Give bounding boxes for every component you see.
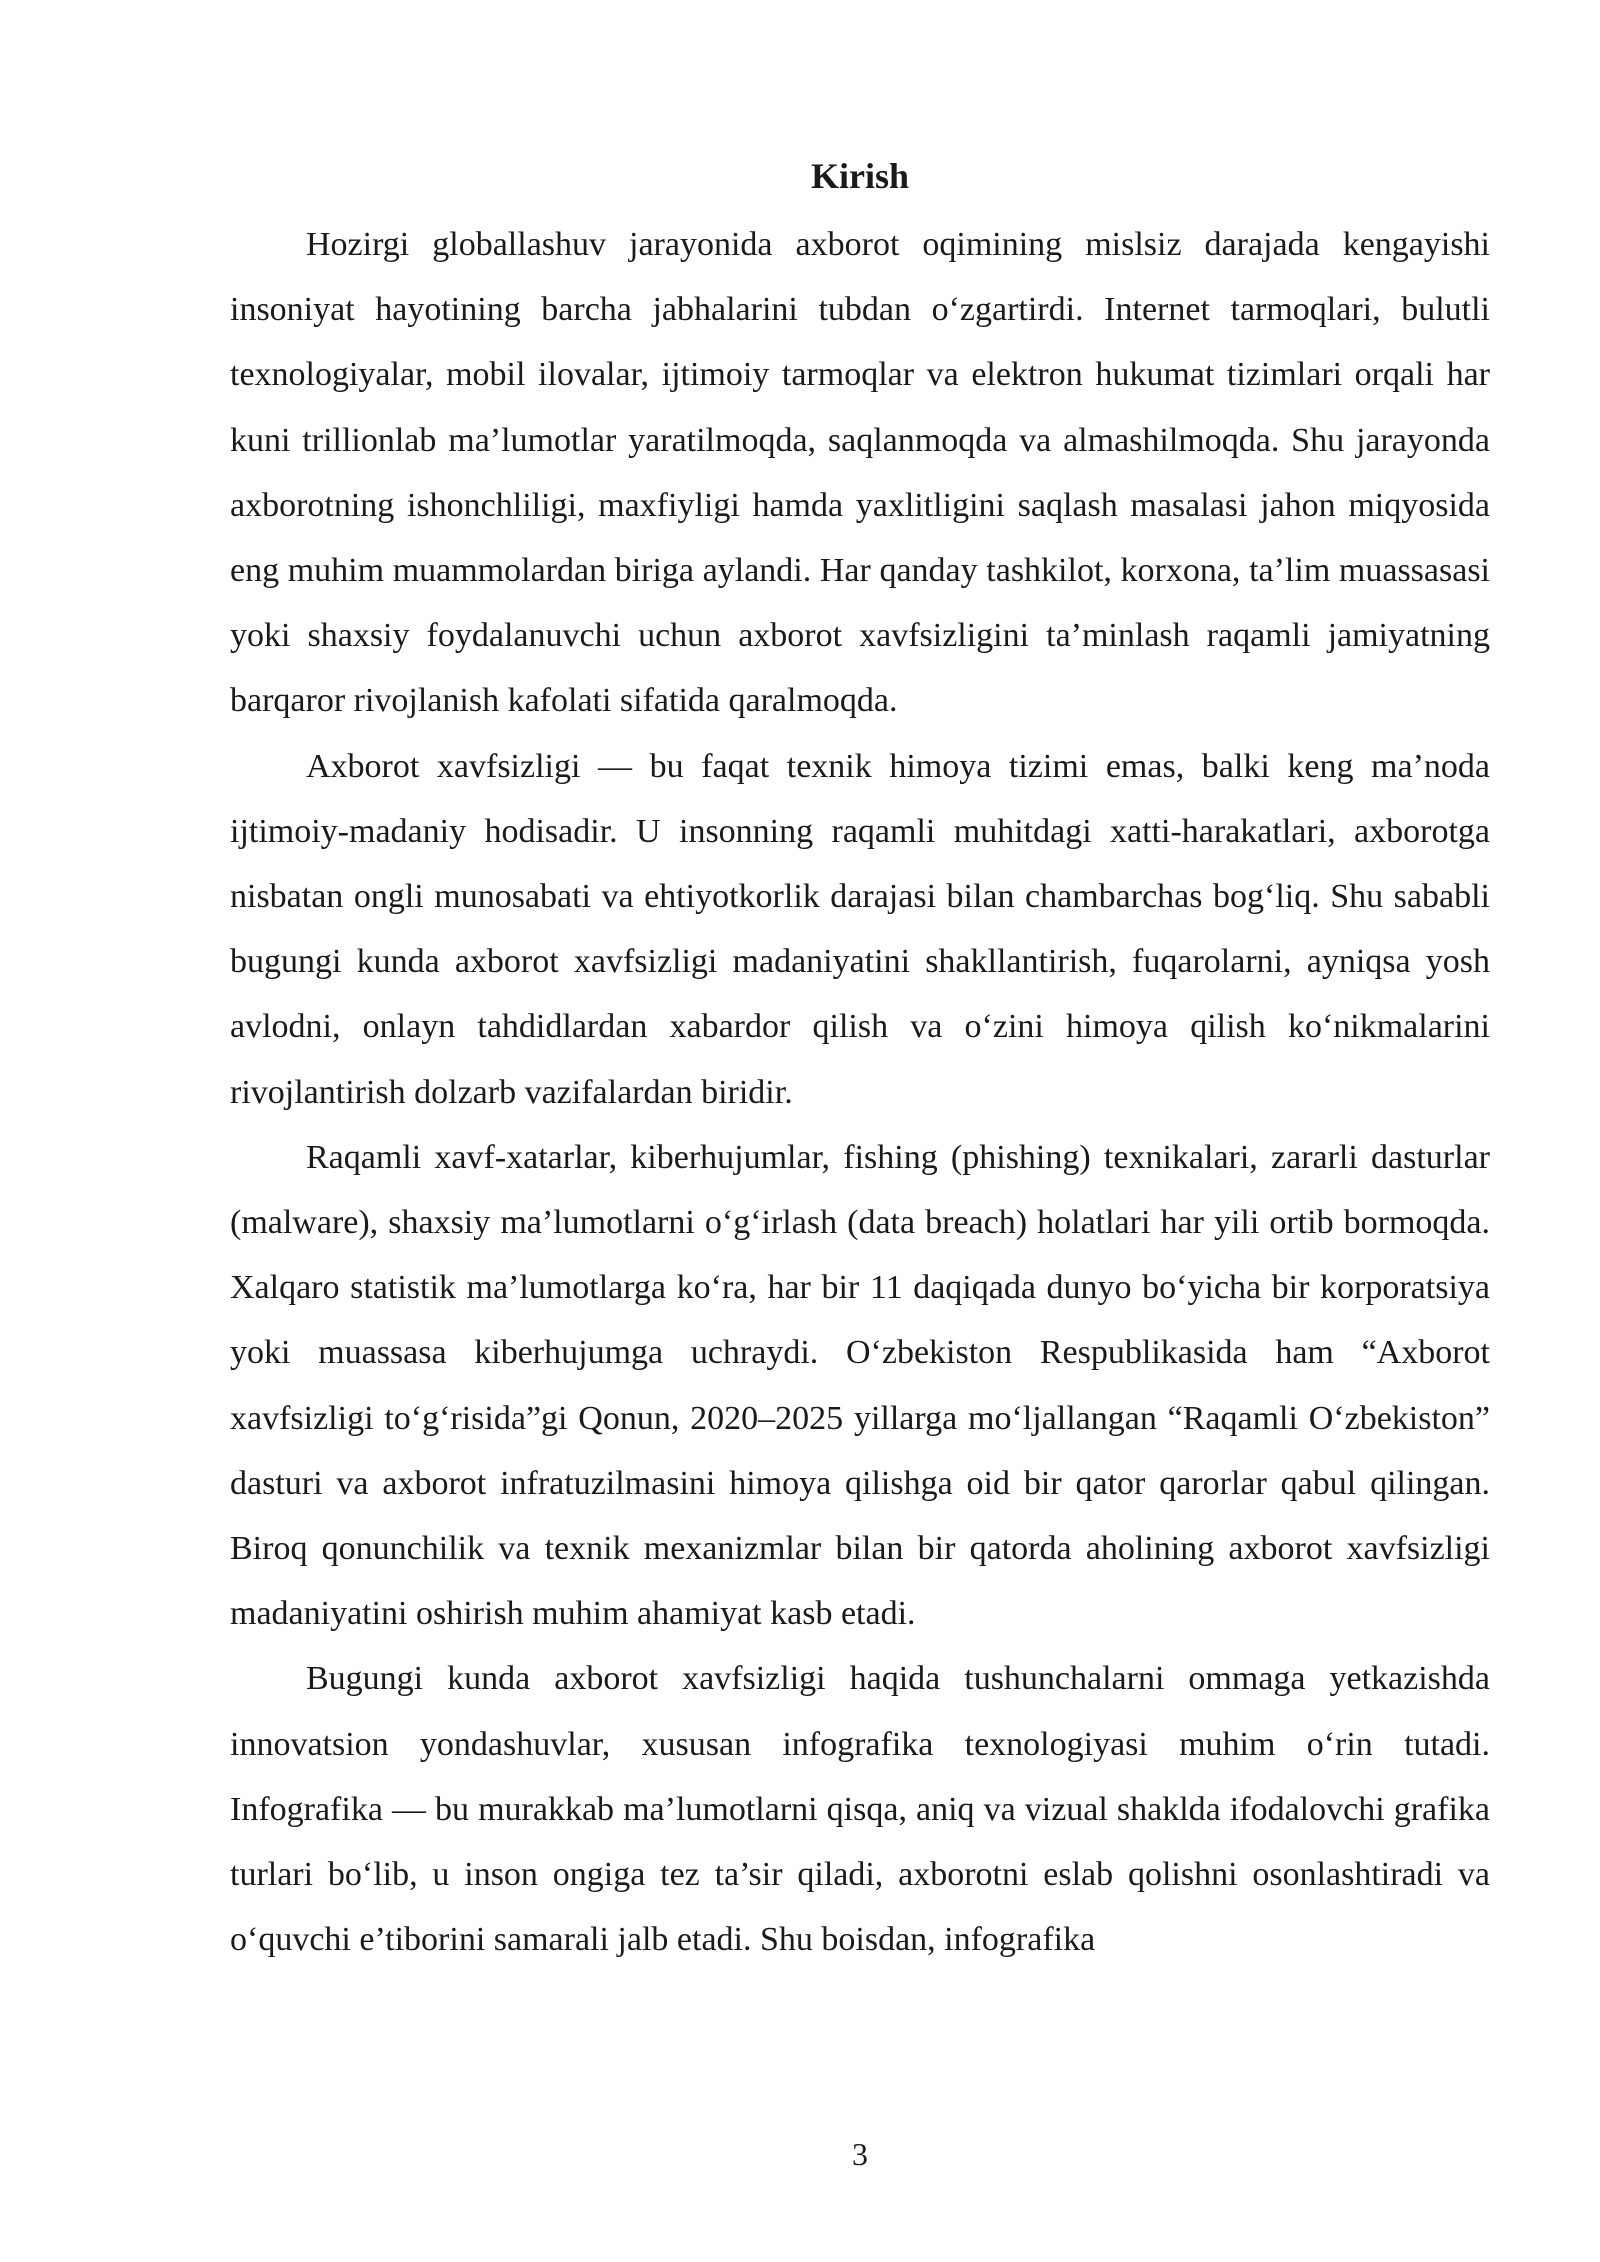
page-number: 3	[852, 2136, 868, 2172]
paragraph-2: Axborot xavfsizligi — bu faqat texnik himoya tizimi emas, balki keng ma’noda ijtimoiy-madaniy hodisadir. U insonning raqamli muhitdagi xatti-harakatlari, axborotga nisbatan ongli munosabati va ehtiyotkorlik darajasi bilan chambarchas bog‘liq. Shu sababli bugungi kunda axborot xavfsizligi madaniyatini shakllantirish, fuqarolarni, ayniqsa yosh avlodni, onlayn tahdidlardan xabardor qilish va o‘zini himoya qilish ko‘nikmalarini rivojlantirish dolzarb vazifalardan biridir.	[230, 747, 1490, 1111]
paragraph-4: Bugungi kunda axborot xavfsizligi haqida tushunchalarni ommaga yetkazishda innovatsion yondashuvlar, xususan infografika texnologiyasi muhim o‘rin tutadi. Infografika — bu murakkab ma’lumotlarni qisqa, aniq va vizual shaklda ifodalovchi grafika turlari bo‘lib, u inson ongiga tez ta’sir qiladi, axborotni eslab qolishni osonlashtiradi va o‘quvchi e’tiborini samarali jalb etadi. Shu boisdan, infografika	[230, 1660, 1490, 1959]
paragraph-3: Raqamli xavf-xatarlar, kiberhujumlar, fishing (phishing) texnikalari, zararli dasturlar (malware), shaxsiy ma’lumotlarni o‘g‘irlash (data breach) holatlari har yili ortib bormoqda. Xalqaro statistik ma’lumotlarga ko‘ra, har bir 11 daqiqada dunyo bo‘yicha bir korporatsiya yoki muassasa kiberhujumga uchraydi. O‘zbekiston Respublikasida ham “Axborot xavfsizligi to‘g‘risida”gi Qonun, 2020–2025 yillarga mo‘ljallangan “Raqamli O‘zbekiston” dasturi va axborot infratuzilmasini himoya qilishga oid bir qator qarorlar qabul qilingan. Biroq qonunchilik va texnik mexanizmlar bilan bir qatorda aholining axborot xavfsizligi madaniyatini oshirish muhim ahamiyat kasb etadi.	[230, 1138, 1490, 1633]
body-text	[230, 212, 1490, 1972]
section-heading: Kirish	[810, 156, 909, 196]
paragraph-1: Hozirgi globallashuv jarayonida axborot oqimining mislsiz darajada kengayishi insoniyat hayotining barcha jabhalarini tubdan o‘zgartirdi. Internet tarmoqlari, bulutli texnologiyalar, mobil ilovalar, ijtimoiy tarmoqlar va elektron hukumat tizimlari orqali har kuni trillionlab ma’lumotlar yaratilmoqda, saqlanmoqda va almashilmoqda. Shu jarayonda axborotning ishonchliligi, maxfiyligi hamda yaxlitligini saqlash masalasi jahon miqyosida eng muhim muammolardan biriga aylandi. Har qanday tashkilot, korxona, ta’lim muassasasi yoki shaxsiy foydalanuvchi uchun axborot xavfsizligini ta’minlash raqamli jamiyatning barqaror rivojlanish kafolati sifatida qaralmoqda.	[230, 226, 1490, 720]
